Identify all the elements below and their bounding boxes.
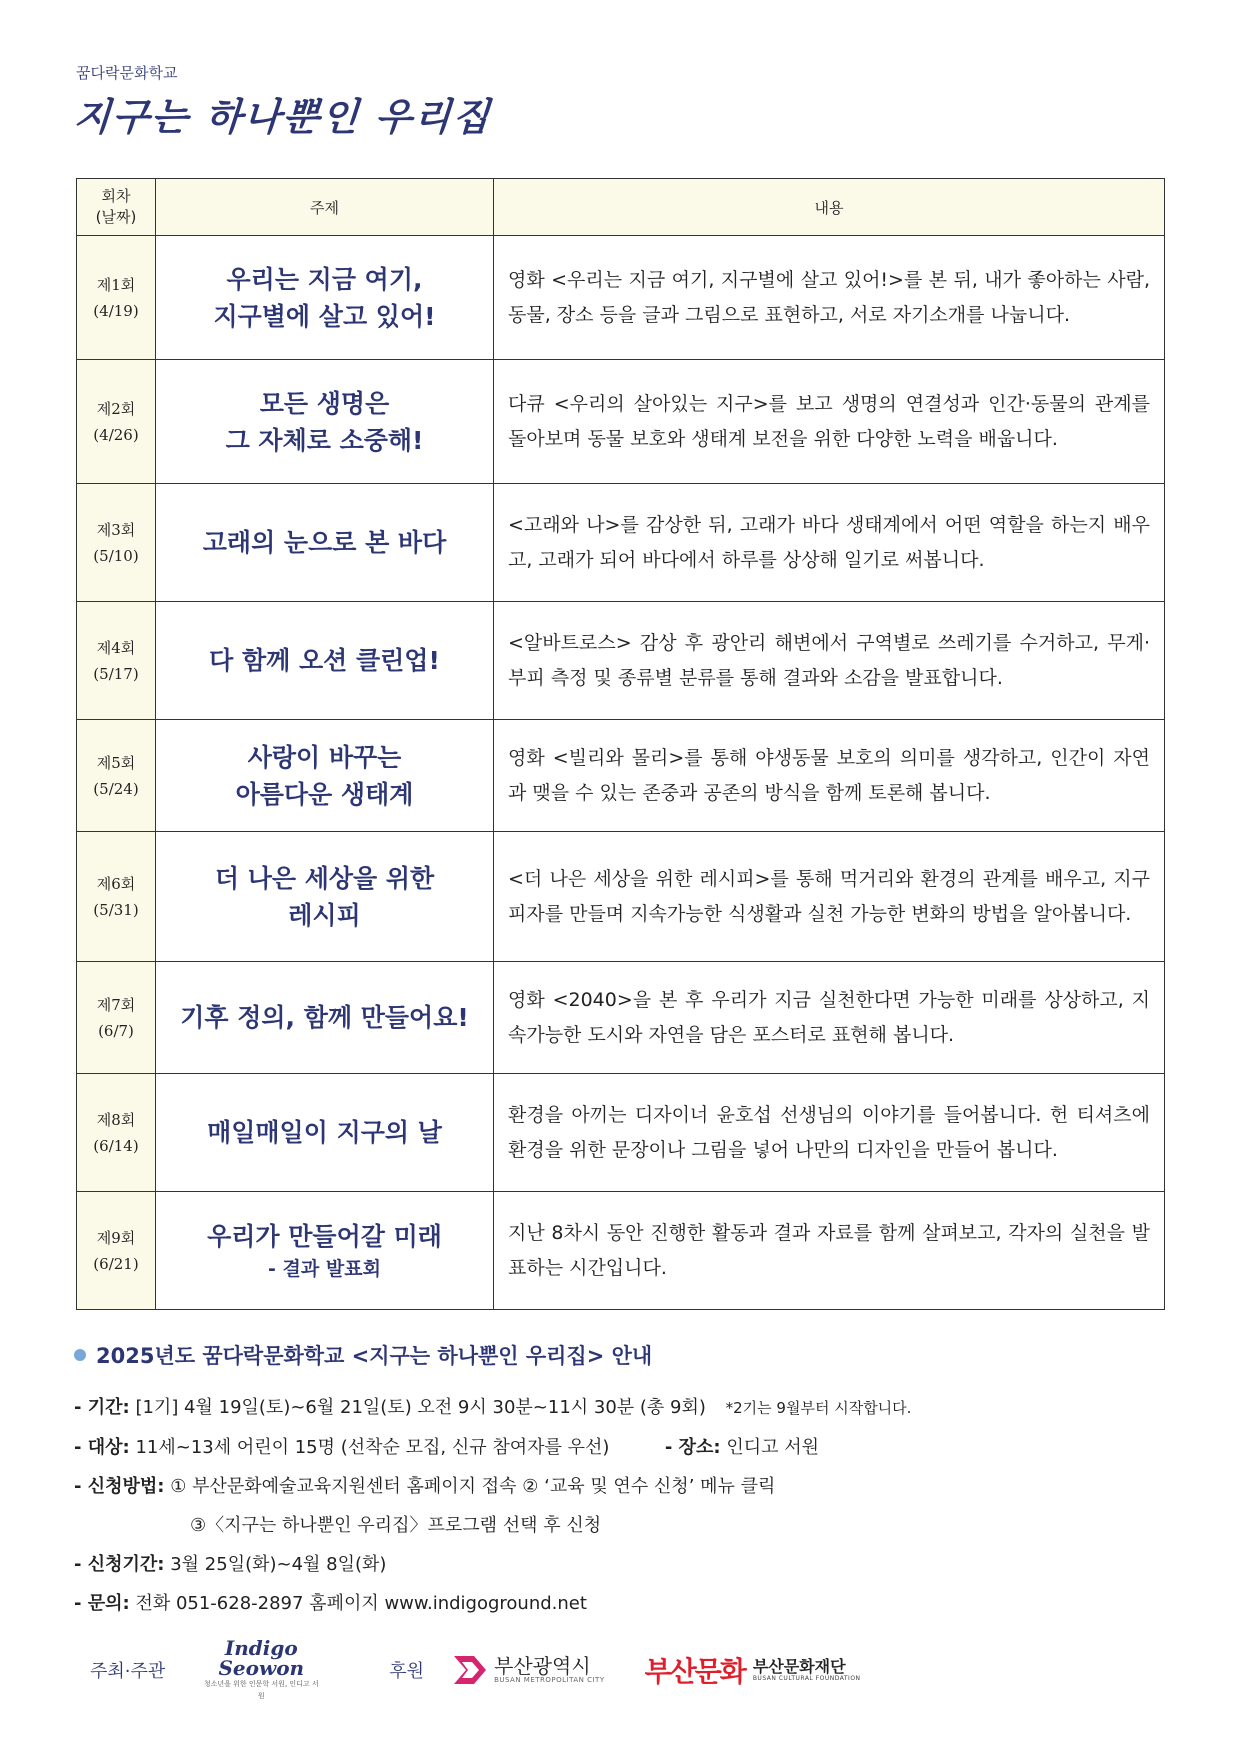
session-cell	[77, 720, 156, 832]
topic-cell	[156, 720, 494, 832]
info-section	[74, 1340, 1164, 1623]
topic-cell	[156, 962, 494, 1074]
session-number: 제6회	[96, 874, 136, 893]
apply-line	[74, 1545, 1164, 1584]
topic-cell	[156, 832, 494, 962]
school-name: 꿈다락문화학교	[76, 64, 178, 82]
session-date: (4/19)	[93, 301, 139, 320]
bullet-icon	[74, 1349, 86, 1361]
content-cell: <더 나은 세상을 위한 레시피>를 통해 먹거리와 환경의 관계를 배우고, 지구 피자를 만들며 지속가능한 식생활과 실천 가능한 변화의 방법을 알아봅니다.	[494, 832, 1165, 962]
busan-city-en: BUSAN METROPOLITAN CITY	[494, 1676, 605, 1684]
apply-value: 3월 25일(화)~4월 8일(화)	[170, 1554, 387, 1575]
session-cell	[77, 1074, 156, 1192]
session-cell	[77, 1192, 156, 1310]
topic-cell	[156, 1192, 494, 1310]
place-key: - 장소:	[664, 1437, 721, 1458]
support-label: 후원	[389, 1661, 425, 1682]
topic-subtitle: - 결과 발표회	[268, 1258, 381, 1280]
session-number: 제1회	[96, 275, 136, 294]
session-cell	[77, 832, 156, 962]
header-session: 회차 (날짜)	[77, 179, 156, 236]
session-date: (6/14)	[93, 1136, 139, 1155]
info-heading	[74, 1340, 1164, 1370]
target-value: 11세~13세 어린이 15명 (선착순 모집, 신규 참여자를 우선)	[135, 1437, 610, 1458]
session-date: (5/17)	[93, 664, 139, 683]
session-number: 제7회	[96, 995, 136, 1014]
table-header-row	[77, 179, 1165, 236]
topic-title: 매일매일이 지구의 날	[207, 1118, 442, 1147]
bcf-mark: 부산문화	[644, 1655, 745, 1688]
apply-key: - 신청기간:	[74, 1554, 165, 1575]
table-row	[77, 832, 1165, 962]
method-value-2: ③〈지구는 하나뿐인 우리집〉프로그램 선택 후 신청	[190, 1515, 602, 1536]
session-date: (6/21)	[93, 1254, 139, 1273]
busan-city-name: 부산광역시	[494, 1654, 591, 1678]
session-cell	[77, 602, 156, 720]
page-title: 지구는 하나뿐인 우리집	[72, 94, 493, 139]
bcf-name: 부산문화재단	[752, 1656, 846, 1676]
topic-title: 모든 생명은 그 자체로 소중해!	[225, 388, 424, 455]
busan-city-emblem-icon	[452, 1652, 488, 1688]
period-note: *2기는 9월부터 시작합니다.	[725, 1399, 912, 1417]
topic-title: 고래의 눈으로 본 바다	[202, 528, 447, 557]
session-date: (5/31)	[93, 900, 139, 919]
contact-value: 전화 051-628-2897 홈페이지 www.indigoground.net	[135, 1593, 587, 1614]
topic-cell	[156, 236, 494, 360]
topic-cell	[156, 1074, 494, 1192]
host-label: 주최·주관	[90, 1661, 166, 1682]
bcf-logo	[645, 1650, 861, 1690]
table-row	[77, 1074, 1165, 1192]
session-date: (5/24)	[93, 779, 139, 798]
session-cell	[77, 484, 156, 602]
topic-title: 사랑이 바꾸는 아름다운 생태계	[235, 742, 414, 809]
bcf-en: BUSAN CULTURAL FOUNDATION	[752, 1674, 861, 1682]
table-row	[77, 484, 1165, 602]
indigo-logo-tagline: 청소년을 위한 인문학 서원, 인디고 서원	[203, 1680, 319, 1700]
content-cell: <알바트로스> 감상 후 광안리 해변에서 구역별로 쓰레기를 수거하고, 무게·부피 측정 및 종류별 분류를 통해 결과와 소감을 발표합니다.	[494, 602, 1165, 720]
session-number: 제3회	[96, 520, 136, 539]
period-value: [1기] 4월 19일(토)~6월 21일(토) 오전 9시 30분~11시 30분 (총 9회)	[135, 1397, 706, 1418]
session-date: (4/26)	[93, 425, 139, 444]
method-line	[74, 1467, 1164, 1506]
indigo-seowon-logo	[201, 1638, 321, 1702]
topic-title: 우리는 지금 여기, 지구별에 살고 있어!	[213, 264, 436, 331]
table-row	[77, 236, 1165, 360]
topic-title: 다 함께 오션 클린업!	[209, 646, 440, 675]
busan-city-logo	[452, 1652, 605, 1688]
table-row	[77, 720, 1165, 832]
session-date: (6/7)	[98, 1021, 134, 1040]
session-cell	[77, 962, 156, 1074]
schedule-table	[76, 178, 1165, 1310]
topic-cell	[156, 484, 494, 602]
footer-logos	[90, 1636, 1090, 1700]
table-row	[77, 360, 1165, 484]
topic-cell	[156, 360, 494, 484]
target-key: - 대상:	[74, 1437, 130, 1458]
session-date: (5/10)	[93, 546, 139, 565]
session-number: 제5회	[96, 753, 136, 772]
method-line-2	[74, 1506, 1164, 1545]
target-line	[74, 1428, 1164, 1467]
content-cell: 영화 <2040>을 본 후 우리가 지금 실천한다면 가능한 미래를 상상하고, 지속가능한 도시와 자연을 담은 포스터로 표현해 봅니다.	[494, 962, 1165, 1074]
method-value-1: ① 부산문화예술교육지원센터 홈페이지 접속 ② ‘교육 및 연수 신청’ 메뉴 클릭	[170, 1476, 776, 1497]
session-cell	[77, 236, 156, 360]
place-value: 인디고 서원	[726, 1437, 820, 1458]
content-cell: 영화 <빌리와 몰리>를 통해 야생동물 보호의 의미를 생각하고, 인간이 자연과 맺을 수 있는 존중과 공존의 방식을 함께 토론해 봅니다.	[494, 720, 1165, 832]
topic-title: 더 나은 세상을 위한 레시피	[214, 863, 435, 930]
header-content: 내용	[494, 179, 1165, 236]
indigo-logo-line1: Indigo	[224, 1636, 298, 1660]
content-cell: 지난 8차시 동안 진행한 활동과 결과 자료를 함께 살펴보고, 각자의 실천을 발표하는 시간입니다.	[494, 1192, 1165, 1310]
table-row	[77, 602, 1165, 720]
topic-title: 우리가 만들어갈 미래	[207, 1222, 442, 1251]
content-cell: 다큐 <우리의 살아있는 지구>를 보고 생명의 연결성과 인간·동물의 관계를 돌아보며 동물 보호와 생태계 보전을 위한 다양한 노력을 배웁니다.	[494, 360, 1165, 484]
topic-title: 기후 정의, 함께 만들어요!	[180, 1003, 469, 1032]
content-cell: <고래와 나>를 감상한 뒤, 고래가 바다 생태계에서 어떤 역할을 하는지 배우고, 고래가 되어 바다에서 하루를 상상해 일기로 써봅니다.	[494, 484, 1165, 602]
info-heading-text: 2025년도 꿈다락문화학교 <지구는 하나뿐인 우리집> 안내	[96, 1344, 653, 1368]
table-row	[77, 1192, 1165, 1310]
session-number: 제8회	[96, 1110, 136, 1129]
session-cell	[77, 360, 156, 484]
period-key: - 기간:	[74, 1397, 130, 1418]
session-number: 제9회	[96, 1228, 136, 1247]
indigo-logo-line2: Seowon	[218, 1656, 305, 1680]
topic-cell	[156, 602, 494, 720]
table-row	[77, 962, 1165, 1074]
session-number: 제4회	[96, 638, 136, 657]
content-cell: 환경을 아끼는 디자이너 윤호섭 선생님의 이야기를 들어봅니다. 헌 티셔츠에 환경을 위한 문장이나 그림을 넣어 나만의 디자인을 만들어 봅니다.	[494, 1074, 1165, 1192]
method-key: - 신청방법:	[74, 1476, 165, 1497]
content-cell: 영화 <우리는 지금 여기, 지구별에 살고 있어!>를 본 뒤, 내가 좋아하는 사람, 동물, 장소 등을 글과 그림으로 표현하고, 서로 자기소개를 나눕니다.	[494, 236, 1165, 360]
header-topic: 주제	[156, 179, 494, 236]
session-number: 제2회	[96, 399, 136, 418]
period-line	[74, 1388, 1164, 1428]
contact-key: - 문의:	[74, 1593, 130, 1614]
contact-line	[74, 1584, 1164, 1623]
